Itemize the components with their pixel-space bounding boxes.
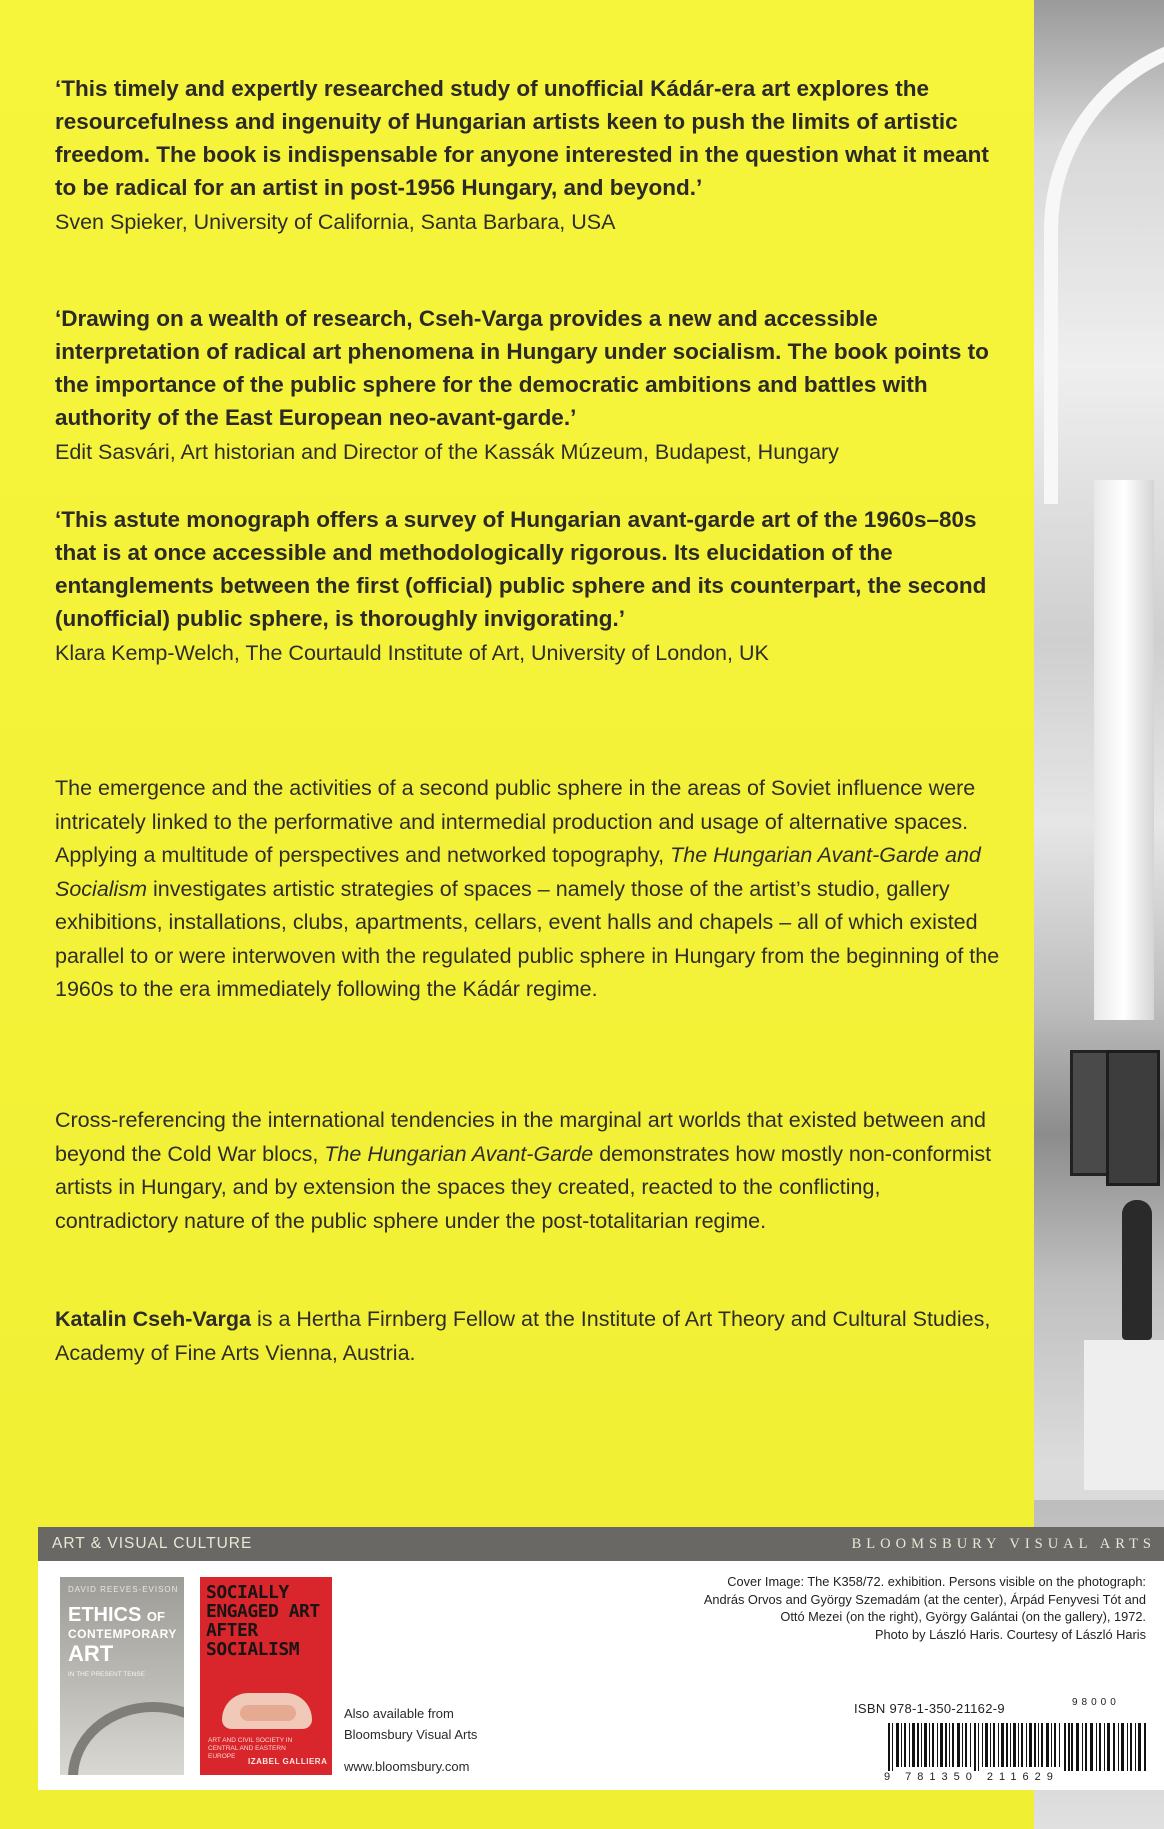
title-word: OF — [146, 1609, 165, 1624]
credit-line: Ottó Mezei (on the right), György Galántai (on the gallery), 1972. — [780, 1609, 1146, 1624]
description-text: demonstrates how mostly non-conformist artists in Hungary, and by extension the spaces they created, reacted to the conflicting, contradictory nature of the public sphere under the post-totalitarian regime. — [55, 1141, 992, 1233]
category-band — [38, 1527, 1164, 1561]
related-book-subtitle: IN THE PRESENT TENSE — [68, 1671, 145, 1678]
category-label: ART & VISUAL CULTURE — [52, 1535, 253, 1552]
gallery-arch — [1044, 30, 1164, 504]
author-bio — [55, 1303, 1005, 1370]
description-text: investigates artistic strategies of spaces – namely those of the artist’s studio, gallery exhibitions, installations, clubs, apartments, cellars, event halls and chapels – all of which existed parallel to or were interwoven with the regulated public sphere in Hungary from the beginning of the 1960s to the era immediately following the Kádár regime. — [55, 876, 1000, 1001]
quote-source: Sven Spieker, University of California, Santa Barbara, USA — [55, 210, 616, 234]
barcode-digits: 9 781350 211629 — [884, 1771, 1059, 1783]
also-available-text — [344, 1703, 477, 1745]
credit-line: Cover Image: The K358/72. exhibition. Persons visible on the photograph: — [727, 1574, 1146, 1589]
isbn-barcode — [888, 1723, 1074, 1771]
related-book-title: ART — [68, 1641, 114, 1666]
quote-text: ‘This astute monograph offers a survey of Hungarian avant-garde art of the 1960s–80s that is at once accessible and methodologically rigorous. Its elucidation of the entanglements between the first (official) public sphere and its counterpart, the second (unofficial) public sphere, is thoroughly invigorating.’ — [55, 507, 987, 631]
related-book-subtitle: ART AND CIVIL SOCIETY IN CENTRAL AND EASTERN EUROPE — [208, 1737, 293, 1760]
endorsement-quote-2 — [55, 302, 1005, 468]
price-barcode — [1068, 1723, 1150, 1771]
related-book-author: IZABEL GALLIERA — [248, 1757, 328, 1766]
credit-line: András Orvos and György Szemadám (at the center), Árpád Fenyvesi Tót and — [703, 1591, 1146, 1607]
related-book-author: DAVID REEVES-EVISON — [68, 1585, 179, 1594]
publisher-label: BLOOMSBURY VISUAL ARTS — [851, 1536, 1156, 1552]
sculpture-plinth — [1084, 1340, 1164, 1490]
endorsement-quote-3 — [55, 503, 1005, 669]
gallery-painting — [1106, 1050, 1160, 1186]
author-bio-text: is a Hertha Firnberg Fellow at the Institute of Art Theory and Cultural Studies, Academy of Fine Arts Vienna, Austria. — [55, 1307, 991, 1365]
gallery-pillar — [1094, 480, 1154, 1020]
related-book-cover-socially-engaged — [200, 1577, 332, 1775]
quote-source: Edit Sasvári, Art historian and Director of the Kassák Múzeum, Budapest, Hungary — [55, 440, 839, 464]
quote-text: ‘This timely and expertly researched study of unofficial Kádár-era art explores the resourcefulness and ingenuity of Hungarian artists keen to push the limits of artistic freedom. The book is indispensable for anyone interested in the question what it meant to be radical for an artist in post-1956 Hungary, and beyond.’ — [55, 76, 989, 200]
title-word: ETHICS — [68, 1604, 142, 1626]
credit-line: Photo by László Haris. Courtesy of László Haris — [875, 1626, 1146, 1642]
book-title-italic: The Hungarian Avant-Garde — [324, 1141, 594, 1166]
endorsement-quote-1 — [55, 72, 1005, 238]
related-book-cover-ethics — [60, 1577, 184, 1775]
isbn-number: ISBN 978-1-350-21162-9 — [854, 1701, 1005, 1716]
publisher-website: www.bloomsbury.com — [344, 1759, 470, 1774]
author-name: Katalin Cseh-Varga — [55, 1307, 251, 1331]
quote-text: ‘Drawing on a wealth of research, Cseh-Varga provides a new and accessible interpretation of radical art phenomena in Hungary under socialism. The book points to the importance of the public sphere for the democratic ambitions and battles with authority of the East European neo-avant-garde.’ — [55, 306, 989, 430]
description-paragraph-1 — [55, 772, 1005, 1007]
gallery-sculpture — [1122, 1200, 1152, 1340]
related-book-title: CONTEMPORARY — [68, 1627, 177, 1641]
cover-artwork — [240, 1705, 296, 1721]
description-paragraph-2 — [55, 1104, 1005, 1238]
also-available-line: Bloomsbury Visual Arts — [344, 1727, 478, 1742]
book-title-italic: The Hungarian Avant-Garde and Socialism — [55, 843, 981, 901]
description-text: Cross-referencing the international tendencies in the marginal art worlds that existed between and beyond the Cold War blocs, — [55, 1108, 986, 1166]
cover-image-credit — [626, 1573, 1146, 1643]
also-available-line: Also available from — [344, 1706, 454, 1721]
related-book-title — [68, 1605, 165, 1627]
description-text: The emergence and the activities of a second public sphere in the areas of Soviet influence were intricately linked to the performative and intermedial production and usage of alternative spaces. Applying a multitude of perspectives and networked topography, — [55, 776, 976, 867]
price-code: 98000 — [1072, 1697, 1120, 1708]
bottom-info-panel — [38, 1561, 1164, 1790]
related-book-title: SOCIALLY ENGAGED ART AFTER SOCIALISM — [206, 1582, 320, 1660]
cover-artwork — [68, 1702, 184, 1775]
quote-source: Klara Kemp-Welch, The Courtauld Institute of Art, University of London, UK — [55, 641, 769, 665]
